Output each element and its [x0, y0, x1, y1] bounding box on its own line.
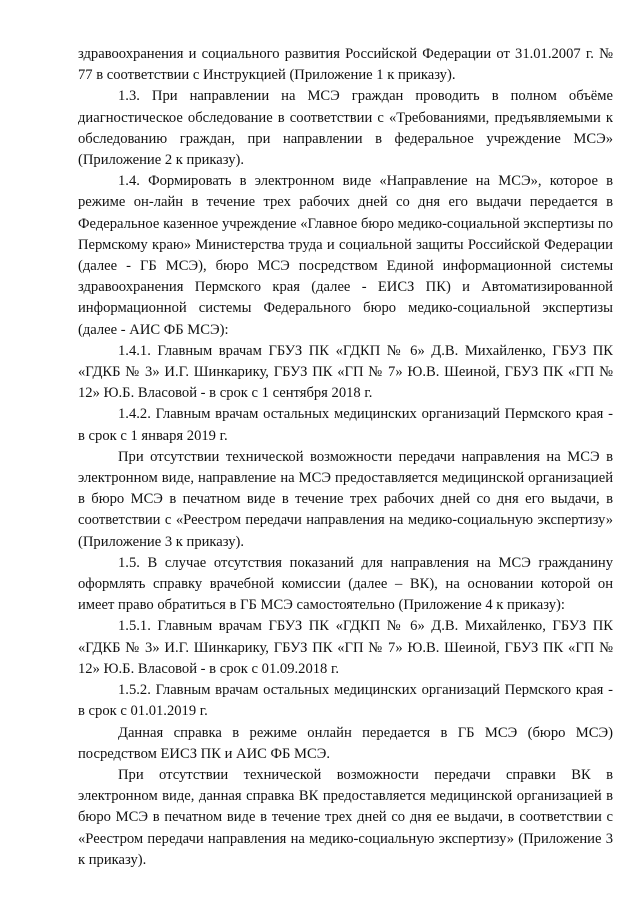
paragraph-intro: здравоохранения и социального развития Российской Федерации от 31.01.2007 г. № 77 в соответствии с Инструкцией (Приложение 1 к приказу).	[78, 46, 613, 84]
paragraph-no-tech-certificate: При отсутствии технической возможности передачи справки ВК в электронном виде, данная справка ВК предоставляется медицинской организацией в бюро МСЭ в печатном виде в течение трех дней со дня ее выдачи, в соответствии с «Реестром передачи направления на медико-социальную экспертизу» (Приложение 3 к приказу).	[78, 766, 613, 868]
document-page	[78, 44, 613, 871]
paragraph-1-5-1: 1.5.1. Главным врачам ГБУЗ ПК «ГДКП № 6» Д.В. Михайленко, ГБУЗ ПК «ГДКБ № 3» И.Г. Шинкарику, ГБУЗ ПК «ГП № 7» Ю.В. Шеиной, ГБУЗ ПК «ГП № 12» Ю.Б. Власовой - в срок с 01.09.2018 г.	[78, 618, 613, 677]
paragraph-1-3: 1.3. При направлении на МСЭ граждан проводить в полном объёме диагностическое обследование в соответствии с «Требованиями, предъявляемыми к обследованию граждан, при направлении в федеральное учреждение МСЭ» (Приложение 2 к приказу).	[78, 88, 613, 169]
paragraph-1-4: 1.4. Формировать в электронном виде «Направление на МСЭ», которое в режиме он-лайн в течение трех рабочих дней со дня его выдачи передается в Федеральное казенное учреждение «Главное бюро медико-социальной экспертизы по Пермскому краю» Министерства труда и социальной защиты Российской Федерации (далее - ГБ МСЭ), бюро МСЭ посредством Единой информационной системы здравоохранения Пермского края (далее - ЕИСЗ ПК) и Автоматизированной информационной системы Федерального бюро медико-социальной экспертизы (далее - АИС ФБ МСЭ):	[78, 173, 613, 338]
paragraph-1-4-1: 1.4.1. Главным врачам ГБУЗ ПК «ГДКП № 6» Д.В. Михайленко, ГБУЗ ПК «ГДКБ № 3» И.Г. Шинкарику, ГБУЗ ПК «ГП № 7» Ю.В. Шеиной, ГБУЗ ПК «ГП № 12» Ю.Б. Власовой - в срок с 1 сентября 2018 г.	[78, 342, 613, 402]
paragraph-1-4-2: 1.4.2. Главным врачам остальных медицинских организаций Пермского края - в срок с 1 января 2019 г.	[78, 406, 613, 444]
paragraph-1-5-2: 1.5.2. Главным врачам остальных медицинских организаций Пермского края - в срок с 01.01.2019 г.	[78, 682, 613, 720]
paragraph-no-tech-direction: При отсутствии технической возможности передачи направления на МСЭ в электронном виде, направление на МСЭ предоставляется медицинской организацией в бюро МСЭ в печатном виде в течение трех рабочих дней со дня его выдачи, в соответствии с «Реестром передачи направления на медико-социальную экспертизу» (Приложение 3 к приказу).	[78, 448, 613, 550]
paragraph-online-certificate: Данная справка в режиме онлайн передается в ГБ МСЭ (бюро МСЭ) посредством ЕИСЗ ПК и АИС ФБ МСЭ.	[78, 724, 613, 762]
paragraph-1-5: 1.5. В случае отсутствия показаний для направления на МСЭ гражданину оформлять справку врачебной комиссии (далее – ВК), на основании которой он имеет право обратиться в ГБ МСЭ самостоятельно (Приложение 4 к приказу):	[78, 554, 613, 614]
